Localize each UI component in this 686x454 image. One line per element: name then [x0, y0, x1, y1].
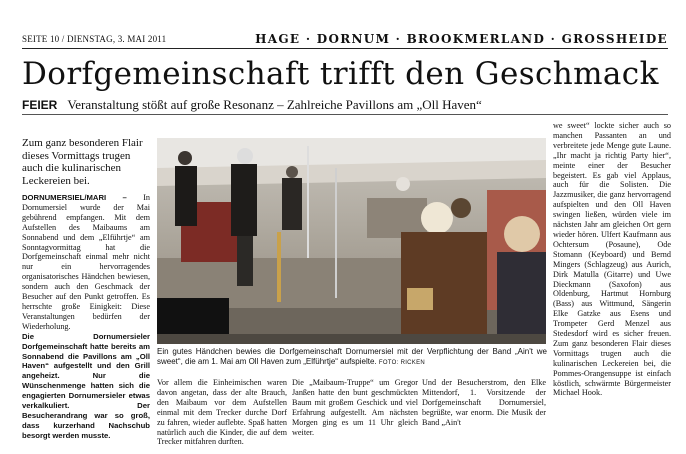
article-column-2 — [157, 378, 287, 447]
subheadline: Veranstaltung stößt auf große Resonanz – Zahlreiche Pavillons am „Oll Haven“ — [67, 97, 482, 112]
dateline: DORNUMERSIEL/MARI – — [22, 193, 127, 202]
photo-caption — [157, 347, 547, 368]
headline: Dorfgemeinschaft trifft den Geschmack — [22, 56, 659, 92]
subheadline-row — [22, 96, 668, 115]
photo-credit: FOTO: RICKEN — [378, 360, 426, 366]
bold-paragraph: Die Dornumersieler Dorfgemeinschaft hatte bereits am Sonnabend die Pavillons am „Oll Haven“ aufgestellt und den Grill angeheizt. Nur die Wünschenmenge hatten sich die engagierten Dornumersieler etwas verkalkuliert. Der Besucherandrang war so groß, dass kurzerhand Nachschub besorgt werden musste. — [22, 331, 150, 440]
column-3-text: Die „Maibaum-Truppe“ um Gregor Janßen hatte den bunt geschmückten Baum mit großem Geschick und viel Erfahrung aufgestellt. Am nächsten Morgen ging es um 11 Uhr gleich weiter. — [292, 378, 418, 437]
page-info: SEITE 10 / DIENSTAG, 3. MAI 2011 — [22, 34, 167, 44]
caption-text: Ein gutes Händchen bewies die Dorfgemeinschaft Dornumersiel mit der Verpflichtung der Band „Ain't we sweet“, die am 1. Mai am Oll Haven zum „Elführtje“ aufspielte. — [157, 347, 547, 366]
column-2-text: Vor allem die Einheimischen waren davon angetan, dass der alte Brauch, den Maibaum vor dem Aufstellen einmal mit dem Trecker durche Dorf zu fahren, wieder auflebte. Spaß hatten natürlich auch die Kinder, die auf dem Trecker mitfahren durften. — [157, 378, 287, 447]
column-5-text: we sweet“ lockte sicher auch so manchen Passanten an und verbreitete jede Menge gute Laune. „Ihr macht ja richtig Party hier“, meinte einer der Besucher begeistert. Es gab viel Applaus, auch für die Solisten. Die Jazzmusiker, die ganz hervorragend aufspielten und den Oll Haven swingen ließen, würden viele im nächsten Jahr am gleichen Ort gern wieder hören. Ulfert Kaufmann aus Ochtersum (Posaune), Ode Stomann (Keyboard) und Bernd Mingers (Schlagzeug) aus Aurich, Dirk Matulla (Gitarre) und Uwe Dieckmann (Saxofon) aus Oldenburg, Hartmut Hornburg (Bass) aus Wittmund, Sängerin Elke Gatzke aus Esens und Trompeter Gerd Menzel aus Stedesdorf wird es sicher freuen. Zum ganz besonderen Flair dieses Vormittags trugen auch die kulinarischen Leckereien bei, die Pommes-Orangensuppe ist einfach köstlich, schwärmte Bürgermeister Michael Hook. — [553, 121, 671, 398]
lead-paragraph — [22, 193, 150, 332]
article-column-1 — [22, 137, 150, 441]
article-column-5 — [553, 121, 671, 398]
article-column-3 — [292, 378, 418, 437]
kicker: FEIER — [22, 98, 58, 112]
lead-text: In Dornumersiel wurde der Mai gebührend empfangen. Mit dem Aufstellen des Maibaums am Sonnabend und dem „Elführtje“ am Sonntagvormittag hat die Dorfgemeinschaft einmal mehr nicht nur ein hervorragendes organisatorisches Händchen bewiesen, sondern auch den Geschmack der Besucher auf den Punkt getroffen. Es herrschte große Einigkeit: Diese Veranstaltungen bedürfen der Wiederholung. — [22, 193, 151, 331]
region-title: HAGE · DORNUM · BROOKMERLAND · GROSSHEIDE — [255, 32, 668, 46]
article-column-4 — [422, 378, 546, 428]
teaser: Zum ganz besonderen Flair dieses Vormittags trugen auch die kulinarischen Leckereien bei. — [22, 137, 143, 187]
page-header — [22, 34, 668, 49]
event-photo — [157, 138, 546, 344]
column-4-text: Und der Besucherstrom, den Elke Mittendorf, 1. Vorsitzende der Dorfgemeinschaft Dornumersiel, begrüßte, war enorm. Die Musik der Band „Ain't — [422, 378, 546, 427]
